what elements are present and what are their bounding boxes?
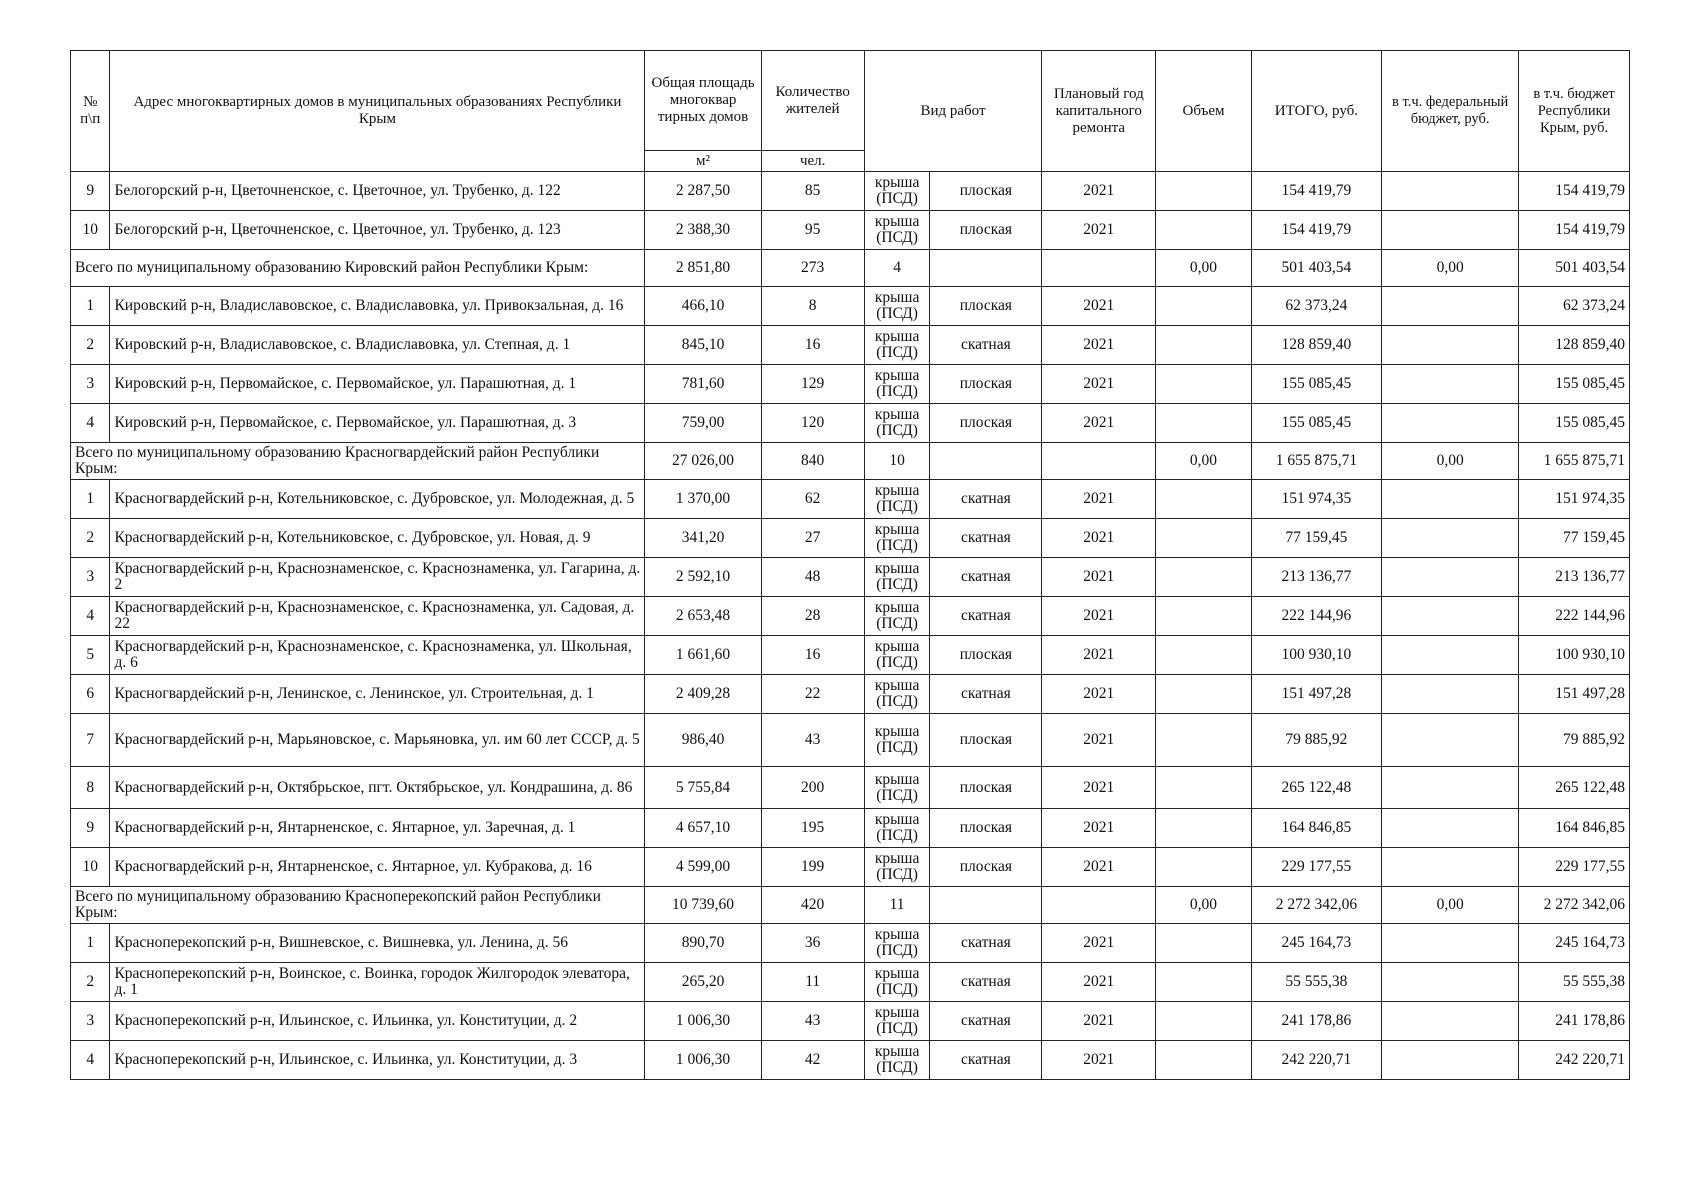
row-volume — [1156, 714, 1251, 767]
table-row — [71, 924, 1630, 963]
row-regional: 151 497,28 — [1519, 675, 1630, 714]
row-volume — [1156, 211, 1251, 250]
row-total: 229 177,55 — [1251, 848, 1381, 887]
total-label: Всего по муниципальному образованию Красноперекопский район Республики Крым: — [71, 887, 645, 924]
row-area: 1 370,00 — [645, 480, 761, 519]
row-volume — [1156, 480, 1251, 519]
table-row — [71, 1002, 1630, 1041]
row-federal — [1382, 558, 1519, 597]
row-work: крыша (ПСД) — [864, 1002, 930, 1041]
total-area: 27 026,00 — [645, 443, 761, 480]
total-label: Всего по муниципальному образованию Кировский район Республики Крым: — [71, 250, 645, 287]
row-work: крыша (ПСД) — [864, 287, 930, 326]
table-row — [71, 597, 1630, 636]
row-address: Красноперекопский р-н, Ильинское, с. Ильинка, ул. Конституции, д. 3 — [110, 1041, 645, 1080]
row-area: 341,20 — [645, 519, 761, 558]
row-regional: 151 974,35 — [1519, 480, 1630, 519]
row-federal — [1382, 480, 1519, 519]
total-sum: 1 655 875,71 — [1251, 443, 1381, 480]
row-federal — [1382, 287, 1519, 326]
row-year: 2021 — [1042, 597, 1156, 636]
row-num: 5 — [71, 636, 110, 675]
total-sum: 501 403,54 — [1251, 250, 1381, 287]
total-roof-empty — [930, 443, 1042, 480]
total-federal: 0,00 — [1382, 250, 1519, 287]
row-num: 1 — [71, 924, 110, 963]
row-volume — [1156, 287, 1251, 326]
row-area: 466,10 — [645, 287, 761, 326]
total-sum: 2 272 342,06 — [1251, 887, 1381, 924]
repair-program-table — [70, 50, 1630, 1080]
row-residents: 200 — [761, 767, 864, 809]
row-year: 2021 — [1042, 675, 1156, 714]
row-federal — [1382, 809, 1519, 848]
row-total: 245 164,73 — [1251, 924, 1381, 963]
row-work: крыша (ПСД) — [864, 963, 930, 1002]
row-roof-type: скатная — [930, 597, 1042, 636]
row-federal — [1382, 211, 1519, 250]
row-regional: 154 419,79 — [1519, 172, 1630, 211]
row-residents: 36 — [761, 924, 864, 963]
row-num: 3 — [71, 365, 110, 404]
row-area: 265,20 — [645, 963, 761, 1002]
row-regional: 265 122,48 — [1519, 767, 1630, 809]
row-federal — [1382, 365, 1519, 404]
row-year: 2021 — [1042, 211, 1156, 250]
row-area: 890,70 — [645, 924, 761, 963]
header-regional: в т.ч. бюджет Республики Крым, руб. — [1519, 51, 1630, 172]
row-regional: 155 085,45 — [1519, 365, 1630, 404]
table-row — [71, 519, 1630, 558]
table-row — [71, 365, 1630, 404]
row-total: 265 122,48 — [1251, 767, 1381, 809]
row-year: 2021 — [1042, 1002, 1156, 1041]
municipality-total-row — [71, 443, 1630, 480]
total-volume: 0,00 — [1156, 443, 1251, 480]
row-num: 3 — [71, 558, 110, 597]
row-num: 2 — [71, 519, 110, 558]
total-roof-empty — [930, 887, 1042, 924]
row-total: 155 085,45 — [1251, 365, 1381, 404]
row-address: Белогорский р-н, Цветочненское, с. Цветочное, ул. Трубенко, д. 123 — [110, 211, 645, 250]
row-work: крыша (ПСД) — [864, 597, 930, 636]
row-address: Белогорский р-н, Цветочненское, с. Цветочное, ул. Трубенко, д. 122 — [110, 172, 645, 211]
row-year: 2021 — [1042, 480, 1156, 519]
row-area: 2 653,48 — [645, 597, 761, 636]
header-federal: в т.ч. федеральный бюджет, руб. — [1382, 51, 1519, 172]
header-area: Общая площадь многоквар тирных домов — [645, 51, 761, 151]
row-volume — [1156, 767, 1251, 809]
municipality-total-row — [71, 250, 1630, 287]
row-area: 986,40 — [645, 714, 761, 767]
row-area: 2 592,10 — [645, 558, 761, 597]
row-area: 1 661,60 — [645, 636, 761, 675]
row-num: 6 — [71, 675, 110, 714]
table-row — [71, 558, 1630, 597]
row-year: 2021 — [1042, 714, 1156, 767]
row-area: 4 599,00 — [645, 848, 761, 887]
row-roof-type: скатная — [930, 924, 1042, 963]
row-residents: 48 — [761, 558, 864, 597]
table-row — [71, 675, 1630, 714]
row-regional: 100 930,10 — [1519, 636, 1630, 675]
row-residents: 16 — [761, 326, 864, 365]
row-volume — [1156, 404, 1251, 443]
row-total: 151 497,28 — [1251, 675, 1381, 714]
row-regional: 62 373,24 — [1519, 287, 1630, 326]
row-federal — [1382, 172, 1519, 211]
row-federal — [1382, 675, 1519, 714]
row-num: 4 — [71, 404, 110, 443]
row-area: 5 755,84 — [645, 767, 761, 809]
total-federal: 0,00 — [1382, 443, 1519, 480]
header-volume: Объем — [1156, 51, 1251, 172]
row-volume — [1156, 963, 1251, 1002]
table-row — [71, 848, 1630, 887]
row-area: 2 287,50 — [645, 172, 761, 211]
total-regional: 1 655 875,71 — [1519, 443, 1630, 480]
row-year: 2021 — [1042, 558, 1156, 597]
row-regional: 222 144,96 — [1519, 597, 1630, 636]
row-residents: 28 — [761, 597, 864, 636]
row-volume — [1156, 519, 1251, 558]
row-area: 845,10 — [645, 326, 761, 365]
row-residents: 22 — [761, 675, 864, 714]
row-total: 242 220,71 — [1251, 1041, 1381, 1080]
header-num: № п\п — [71, 51, 110, 172]
row-address: Красноперекопский р-н, Воинское, с. Воинка, городок Жилгородок элеватора, д. 1 — [110, 963, 645, 1002]
row-roof-type: скатная — [930, 558, 1042, 597]
row-volume — [1156, 597, 1251, 636]
total-federal: 0,00 — [1382, 887, 1519, 924]
row-total: 213 136,77 — [1251, 558, 1381, 597]
row-regional: 155 085,45 — [1519, 404, 1630, 443]
total-area: 2 851,80 — [645, 250, 761, 287]
row-roof-type: скатная — [930, 963, 1042, 1002]
row-address: Красногвардейский р-н, Котельниковское, с. Дубровское, ул. Молодежная, д. 5 — [110, 480, 645, 519]
row-volume — [1156, 326, 1251, 365]
row-area: 2 409,28 — [645, 675, 761, 714]
row-roof-type: скатная — [930, 480, 1042, 519]
row-num: 8 — [71, 767, 110, 809]
row-volume — [1156, 809, 1251, 848]
row-address: Красногвардейский р-н, Янтарненское, с. Янтарное, ул. Заречная, д. 1 — [110, 809, 645, 848]
row-total: 100 930,10 — [1251, 636, 1381, 675]
row-volume — [1156, 365, 1251, 404]
row-year: 2021 — [1042, 519, 1156, 558]
row-work: крыша (ПСД) — [864, 172, 930, 211]
row-num: 7 — [71, 714, 110, 767]
row-residents: 129 — [761, 365, 864, 404]
row-roof-type: плоская — [930, 211, 1042, 250]
row-work: крыша (ПСД) — [864, 404, 930, 443]
table-row — [71, 172, 1630, 211]
total-regional: 501 403,54 — [1519, 250, 1630, 287]
table-row — [71, 287, 1630, 326]
row-area: 1 006,30 — [645, 1041, 761, 1080]
row-roof-type: плоская — [930, 404, 1042, 443]
row-num: 3 — [71, 1002, 110, 1041]
row-work: крыша (ПСД) — [864, 809, 930, 848]
row-work: крыша (ПСД) — [864, 365, 930, 404]
row-total: 222 144,96 — [1251, 597, 1381, 636]
row-federal — [1382, 767, 1519, 809]
row-address: Кировский р-н, Владиславовское, с. Владиславовка, ул. Степная, д. 1 — [110, 326, 645, 365]
row-num: 4 — [71, 597, 110, 636]
row-volume — [1156, 924, 1251, 963]
total-residents: 273 — [761, 250, 864, 287]
row-volume — [1156, 1002, 1251, 1041]
total-roof-empty — [930, 250, 1042, 287]
table-body — [71, 172, 1630, 1080]
row-total: 62 373,24 — [1251, 287, 1381, 326]
row-regional: 154 419,79 — [1519, 211, 1630, 250]
total-year-empty — [1042, 443, 1156, 480]
row-work: крыша (ПСД) — [864, 767, 930, 809]
row-area: 4 657,10 — [645, 809, 761, 848]
row-residents: 85 — [761, 172, 864, 211]
row-work: крыша (ПСД) — [864, 326, 930, 365]
total-residents: 420 — [761, 887, 864, 924]
header-address: Адрес многоквартирных домов в муниципальных образованиях Республики Крым — [110, 51, 645, 172]
header-year: Плановый год капитального ремонта — [1042, 51, 1156, 172]
row-residents: 95 — [761, 211, 864, 250]
row-year: 2021 — [1042, 172, 1156, 211]
row-roof-type: плоская — [930, 767, 1042, 809]
row-roof-type: плоская — [930, 714, 1042, 767]
row-volume — [1156, 1041, 1251, 1080]
row-num: 10 — [71, 211, 110, 250]
row-address: Кировский р-н, Владиславовское, с. Владиславовка, ул. Привокзальная, д. 16 — [110, 287, 645, 326]
row-federal — [1382, 848, 1519, 887]
row-year: 2021 — [1042, 365, 1156, 404]
row-residents: 120 — [761, 404, 864, 443]
row-roof-type: плоская — [930, 365, 1042, 404]
row-year: 2021 — [1042, 636, 1156, 675]
table-row — [71, 326, 1630, 365]
row-roof-type: скатная — [930, 1041, 1042, 1080]
row-federal — [1382, 714, 1519, 767]
row-year: 2021 — [1042, 1041, 1156, 1080]
row-federal — [1382, 1041, 1519, 1080]
row-residents: 199 — [761, 848, 864, 887]
row-work: крыша (ПСД) — [864, 211, 930, 250]
total-label: Всего по муниципальному образованию Красногвардейский район Республики Крым: — [71, 443, 645, 480]
row-federal — [1382, 924, 1519, 963]
row-year: 2021 — [1042, 767, 1156, 809]
row-regional: 213 136,77 — [1519, 558, 1630, 597]
row-regional: 241 178,86 — [1519, 1002, 1630, 1041]
table-row — [71, 809, 1630, 848]
header-residents: Количество жителей — [761, 51, 864, 151]
header-area-unit: м² — [645, 151, 761, 172]
row-work: крыша (ПСД) — [864, 1041, 930, 1080]
table-header — [71, 51, 1630, 172]
row-work: крыша (ПСД) — [864, 636, 930, 675]
table-row — [71, 1041, 1630, 1080]
row-federal — [1382, 326, 1519, 365]
row-total: 151 974,35 — [1251, 480, 1381, 519]
row-total: 154 419,79 — [1251, 172, 1381, 211]
row-address: Красноперекопский р-н, Ильинское, с. Ильинка, ул. Конституции, д. 2 — [110, 1002, 645, 1041]
row-volume — [1156, 675, 1251, 714]
row-year: 2021 — [1042, 326, 1156, 365]
row-regional: 164 846,85 — [1519, 809, 1630, 848]
row-address: Красногвардейский р-н, Краснознаменское, с. Краснознаменка, ул. Гагарина, д. 2 — [110, 558, 645, 597]
row-work: крыша (ПСД) — [864, 675, 930, 714]
total-regional: 2 272 342,06 — [1519, 887, 1630, 924]
row-year: 2021 — [1042, 809, 1156, 848]
total-work-count: 4 — [864, 250, 930, 287]
header-work-type: Вид работ — [864, 51, 1042, 172]
row-address: Красногвардейский р-н, Октябрьское, пгт. Октябрьское, ул. Кондрашина, д. 86 — [110, 767, 645, 809]
row-residents: 8 — [761, 287, 864, 326]
row-year: 2021 — [1042, 963, 1156, 1002]
row-total: 154 419,79 — [1251, 211, 1381, 250]
row-address: Красноперекопский р-н, Вишневское, с. Вишневка, ул. Ленина, д. 56 — [110, 924, 645, 963]
row-address: Красногвардейский р-н, Котельниковское, с. Дубровское, ул. Новая, д. 9 — [110, 519, 645, 558]
row-roof-type: плоская — [930, 172, 1042, 211]
row-address: Кировский р-н, Первомайское, с. Первомайское, ул. Парашютная, д. 1 — [110, 365, 645, 404]
row-address: Красногвардейский р-н, Ленинское, с. Ленинское, ул. Строительная, д. 1 — [110, 675, 645, 714]
row-num: 10 — [71, 848, 110, 887]
row-regional: 79 885,92 — [1519, 714, 1630, 767]
table-row — [71, 480, 1630, 519]
row-total: 79 885,92 — [1251, 714, 1381, 767]
header-residents-unit: чел. — [761, 151, 864, 172]
row-volume — [1156, 636, 1251, 675]
row-address: Красногвардейский р-н, Краснознаменское, с. Краснознаменка, ул. Школьная, д. 6 — [110, 636, 645, 675]
row-address: Красногвардейский р-н, Краснознаменское, с. Краснознаменка, ул. Садовая, д. 22 — [110, 597, 645, 636]
row-address: Красногвардейский р-н, Марьяновское, с. Марьяновка, ул. им 60 лет СССР, д. 5 — [110, 714, 645, 767]
row-regional: 55 555,38 — [1519, 963, 1630, 1002]
row-roof-type: плоская — [930, 287, 1042, 326]
table-row — [71, 714, 1630, 767]
row-regional: 128 859,40 — [1519, 326, 1630, 365]
table-row — [71, 404, 1630, 443]
row-work: крыша (ПСД) — [864, 519, 930, 558]
row-work: крыша (ПСД) — [864, 848, 930, 887]
row-federal — [1382, 519, 1519, 558]
row-roof-type: плоская — [930, 636, 1042, 675]
row-residents: 42 — [761, 1041, 864, 1080]
row-roof-type: плоская — [930, 848, 1042, 887]
total-area: 10 739,60 — [645, 887, 761, 924]
row-regional: 242 220,71 — [1519, 1041, 1630, 1080]
row-year: 2021 — [1042, 404, 1156, 443]
row-residents: 16 — [761, 636, 864, 675]
row-volume — [1156, 848, 1251, 887]
row-area: 1 006,30 — [645, 1002, 761, 1041]
total-volume: 0,00 — [1156, 887, 1251, 924]
row-work: крыша (ПСД) — [864, 714, 930, 767]
row-residents: 62 — [761, 480, 864, 519]
row-federal — [1382, 597, 1519, 636]
row-year: 2021 — [1042, 924, 1156, 963]
row-address: Кировский р-н, Первомайское, с. Первомайское, ул. Парашютная, д. 3 — [110, 404, 645, 443]
row-year: 2021 — [1042, 287, 1156, 326]
row-num: 9 — [71, 172, 110, 211]
row-roof-type: скатная — [930, 326, 1042, 365]
row-total: 155 085,45 — [1251, 404, 1381, 443]
row-area: 781,60 — [645, 365, 761, 404]
row-work: крыша (ПСД) — [864, 558, 930, 597]
total-residents: 840 — [761, 443, 864, 480]
row-volume — [1156, 558, 1251, 597]
table-row — [71, 211, 1630, 250]
total-year-empty — [1042, 250, 1156, 287]
row-federal — [1382, 404, 1519, 443]
row-roof-type: скатная — [930, 519, 1042, 558]
row-total: 128 859,40 — [1251, 326, 1381, 365]
row-area: 2 388,30 — [645, 211, 761, 250]
total-volume: 0,00 — [1156, 250, 1251, 287]
row-federal — [1382, 1002, 1519, 1041]
row-year: 2021 — [1042, 848, 1156, 887]
row-num: 4 — [71, 1041, 110, 1080]
header-total: ИТОГО, руб. — [1251, 51, 1381, 172]
table-row — [71, 767, 1630, 809]
row-total: 241 178,86 — [1251, 1002, 1381, 1041]
row-work: крыша (ПСД) — [864, 924, 930, 963]
row-regional: 229 177,55 — [1519, 848, 1630, 887]
municipality-total-row — [71, 887, 1630, 924]
row-roof-type: плоская — [930, 809, 1042, 848]
row-residents: 11 — [761, 963, 864, 1002]
row-total: 55 555,38 — [1251, 963, 1381, 1002]
row-regional: 245 164,73 — [1519, 924, 1630, 963]
row-residents: 27 — [761, 519, 864, 558]
row-address: Красногвардейский р-н, Янтарненское, с. Янтарное, ул. Кубракова, д. 16 — [110, 848, 645, 887]
row-residents: 43 — [761, 714, 864, 767]
row-work: крыша (ПСД) — [864, 480, 930, 519]
row-federal — [1382, 963, 1519, 1002]
row-num: 1 — [71, 480, 110, 519]
row-residents: 43 — [761, 1002, 864, 1041]
row-federal — [1382, 636, 1519, 675]
row-area: 759,00 — [645, 404, 761, 443]
table-row — [71, 636, 1630, 675]
row-roof-type: скатная — [930, 675, 1042, 714]
row-num: 2 — [71, 963, 110, 1002]
row-regional: 77 159,45 — [1519, 519, 1630, 558]
total-year-empty — [1042, 887, 1156, 924]
total-work-count: 11 — [864, 887, 930, 924]
total-work-count: 10 — [864, 443, 930, 480]
row-volume — [1156, 172, 1251, 211]
table-row — [71, 963, 1630, 1002]
row-num: 1 — [71, 287, 110, 326]
row-total: 164 846,85 — [1251, 809, 1381, 848]
row-num: 9 — [71, 809, 110, 848]
row-residents: 195 — [761, 809, 864, 848]
row-roof-type: скатная — [930, 1002, 1042, 1041]
row-num: 2 — [71, 326, 110, 365]
row-total: 77 159,45 — [1251, 519, 1381, 558]
